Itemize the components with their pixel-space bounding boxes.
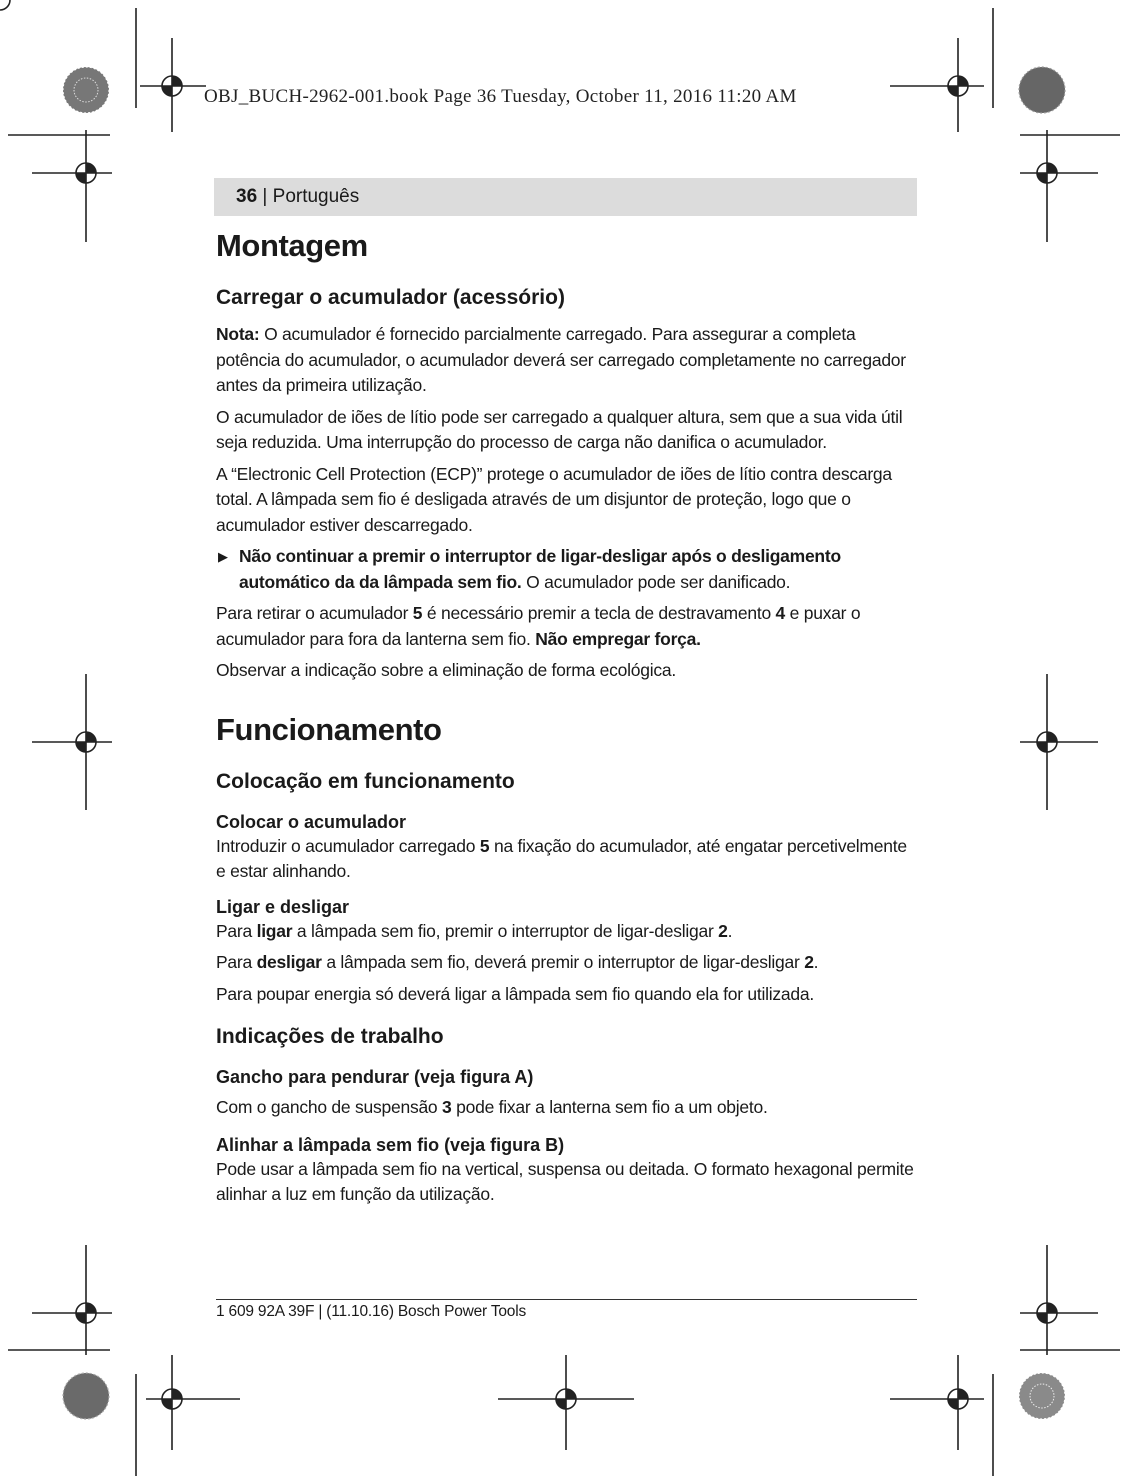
footer-rule — [216, 1299, 917, 1300]
section-title-montagem: Montagem — [216, 228, 368, 263]
page-footer: 1 609 92A 39F | (11.10.16) Bosch Power Tools — [216, 1303, 527, 1320]
disposal-paragraph: Observar a indicação sobre a eliminação de forma ecológica. — [216, 660, 676, 680]
header-separator: | — [257, 186, 273, 207]
note-paragraph: Nota: O acumulador é fornecido parcialmente carregado. Para assegurar a completa potência do acumulador, o acumulador deverá ser carregado completamente no carregador antes da primeira utilização. — [216, 324, 906, 395]
page-number: 36 — [236, 186, 258, 207]
page-header — [236, 186, 359, 208]
subsection-title-charge: Carregar o acumulador (acessório) — [216, 286, 565, 309]
note-label: Nota: — [216, 324, 260, 344]
ecp-paragraph: A “Electronic Cell Protection (ECP)” protege o acumulador de iões de lítio contra descarga total. A lâmpada sem fio é desligada através de um disjuntor de proteção, logo que o acumulador estiver descarregado. — [216, 463, 892, 535]
bullet-triangle-icon: ▶ — [218, 549, 228, 564]
heading-align: Alinhar a lâmpada sem fio (veja figura B) — [216, 1134, 565, 1155]
switch-off-paragraph: Para desligar a lâmpada sem fio, deverá premir o interruptor de ligar-desligar 2. — [216, 952, 819, 972]
color-calibration-wheel-icon — [63, 1373, 109, 1419]
lithium-paragraph: O acumulador de iões de lítio pode ser carregado a qualquer altura, sem que a sua vida útil seja reduzida. Uma interrupção do processo de carga não danifica o acumulador. — [216, 406, 903, 452]
heading-on-off: Ligar e desligar — [216, 896, 350, 917]
subsection-title-startup: Colocação em funcionamento — [216, 769, 515, 793]
color-calibration-wheel-icon — [1019, 67, 1065, 113]
switch-on-paragraph: Para ligar a lâmpada sem fio, premir o interruptor de ligar-desligar 2. — [216, 920, 733, 941]
registration-mark-icon — [0, 0, 10, 10]
color-calibration-wheel-icon — [1019, 1373, 1065, 1419]
color-calibration-wheel-icon — [63, 67, 109, 113]
heading-insert-battery: Colocar o acumulador — [216, 811, 407, 832]
subsection-title-work: Indicações de trabalho — [216, 1025, 444, 1048]
print-slug: OBJ_BUCH-2962-001.book Page 36 Tuesday, October 11, 2016 11:20 AM — [204, 86, 797, 107]
remove-battery-paragraph: Para retirar o acumulador 5 é necessário premir a tecla de destravamento 4 e puxar o acumulador para fora da lanterna sem fio. Não empregar força. — [216, 603, 861, 649]
heading-hook: Gancho para pendurar (veja figura A) — [216, 1067, 534, 1087]
page-content — [216, 226, 918, 1208]
hook-paragraph: Com o gancho de suspensão 3 pode fixar a lanterna sem fio a um objeto. — [216, 1097, 768, 1117]
align-paragraph: Pode usar a lâmpada sem fio na vertical, suspensa ou deitada. O formato hexagonal permite alinhar a luz em função da utilização. — [216, 1158, 914, 1204]
save-energy-paragraph: Para poupar energia só deverá ligar a lâmpada sem fio quando ela for utilizada. — [216, 983, 814, 1004]
section-title-funcionamento: Funcionamento — [216, 711, 442, 747]
warning-bullet: ▶ Não continuar a premir o interruptor de ligar-desligar após o desligamento automático da da lâmpada sem fio. O acumulador pode ser danificado. — [218, 546, 841, 592]
header-language: Português — [272, 186, 360, 207]
insert-battery-paragraph: Introduzir o acumulador carregado 5 na fixação do acumulador, até engatar percetivelmente e estar alinhando. — [216, 835, 907, 881]
page-header-bar — [214, 178, 917, 216]
